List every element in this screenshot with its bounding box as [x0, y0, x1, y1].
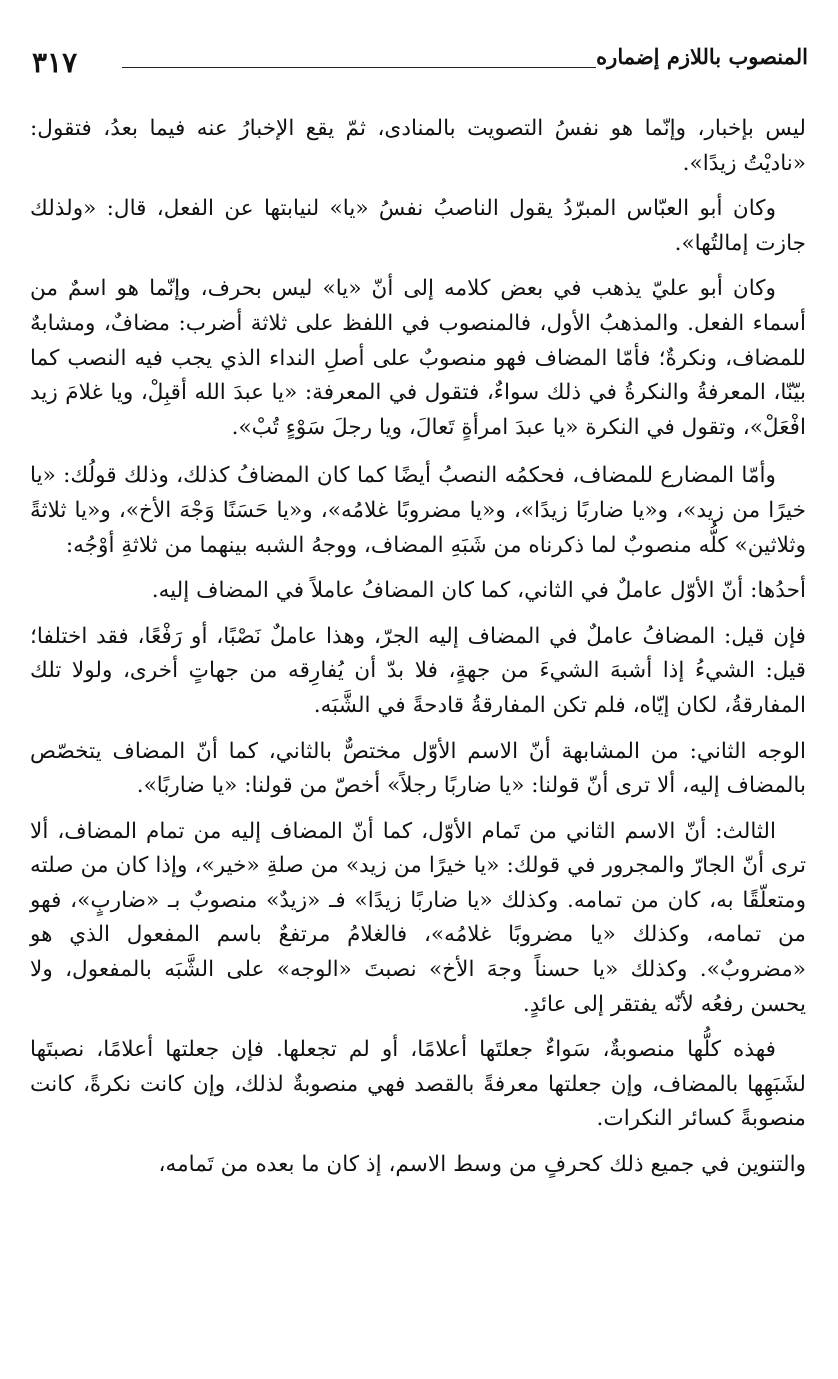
paragraph: الثالث: أنّ الاسم الثاني من تَمام الأوّل، كما أنّ المضاف إليه من تمام المضاف، ألا ترى أنّ الجارّ والمجرور في قولك: «يا خيرًا من زيد» من صلةِ «خير»، وإذا كان من صلته ومتعلّقًا به، كان من تمامه. وكذلك «يا ضاربًا زيدًا» فـ «زيدٌ» منصوبٌ بـ «ضاربٍ»، فهو من تمامه، وكذلك «يا مضروبًا غلامُه»، فالغلامُ مرتفعٌ باسم المفعول الذي هو «مضروبٌ». وكذلك «يا حسناً وجهَ الأخ» نصبتَ «الوجه» على الشَّبَه بالمفعول، ولا يحسن رفعُه لأنّه يفتقر إلى عائدٍ.: [30, 818, 806, 1017]
chapter-title: المنصوب باللازم إضماره: [596, 44, 808, 69]
body-text: [30, 112, 806, 1194]
paragraph: فإن قيل: المضافُ عاملٌ في المضاف إليه الجرّ، وهذا عاملٌ نَصْبًا، أو رَفْعًا، فقد اختلفا؛ قيل: الشيءُ إذا أشبهَ الشيءَ من جهةٍ، فلا بدّ أن يُفارِقه من جهاتٍ أخرى، ولولا تلك المفارقةُ، لكان إيّاه، فلم تكن المفارقةُ قادحةً في الشَّبَه.: [30, 623, 806, 718]
paragraph: والتنوين في جميع ذلك كحرفٍ من وسط الاسم، إذ كان ما بعده من تَمامه،: [158, 1152, 806, 1178]
page-number: ٣١٧: [32, 46, 78, 79]
paragraph: أحدُها: أنّ الأوّل عاملٌ في الثاني، كما كان المضافُ عاملاً في المضاف إليه.: [151, 578, 806, 604]
paragraph: فهذه كلُّها منصوبةٌ، سَواءٌ جعلتَها أعلامًا، أو لم تجعلها. فإن جعلتها أعلامًا، نصبتَها لشَبَهِها بالمضاف، وإن جعلتها معرفةً بالقصد فهي منصوبةٌ لذلك، وإن كانت نكرةً، كانت منصوبةً كسائر النكرات.: [30, 1037, 806, 1132]
paragraph: الوجه الثاني: من المشابهة أنّ الاسم الأوّل مختصٌّ بالثاني، كما أنّ المضاف يتخصّص بالمضاف إليه، ألا ترى أنّ قولنا: «يا ضاربًا رجلاً» أخصّ من قولنا: «يا ضاربًا».: [30, 738, 806, 799]
running-header: [32, 40, 808, 80]
paragraph: وكان أبو عليّ يذهب في بعض كلامه إلى أنّ «يا» ليس بحرف، وإنّما هو اسمٌ من أسماء الفعل. والمذهبُ الأول، فالمنصوب في اللفظ على ثلاثة أضرب: مضافٌ، ومشابهٌ للمضاف، ونكرةٌ؛ فأمّا المضاف فهو منصوبٌ على أصلِ النداء الذي يجب فيه النصب كما بيّنّا، المعرفةُ والنكرةُ في ذلك سواءٌ، فتقول في المعرفة: «يا عبدَ الله أقبِلْ، ويا غلامَ زيد افْعَلْ»، وتقول في النكرة «يا عبدَ امرأةٍ تَعالَ، ويا رجلَ سَوْءٍ تُبْ».: [30, 276, 806, 440]
paragraph: ليس بإخبار، وإنّما هو نفسُ التصويت بالمنادى، ثمّ يقع الإخبارُ عنه فيما بعدُ، فتقول: «ناديْتُ زيدًا».: [30, 116, 806, 176]
header-rule: [122, 67, 596, 68]
paragraph: وكان أبو العبّاس المبرّدُ يقول الناصبُ نفسُ «يا» لنيابتها عن الفعل، قال: «ولذلك جازت إمالتُها».: [30, 196, 806, 256]
paragraph: وأمّا المضارع للمضاف، فحكمُه النصبُ أيضًا كما كان المضافُ كذلك، وذلك قولُك: «يا خيرًا من زيد»، و«يا ضاربًا زيدًا»، و«يا مضروبًا غلامُه»، و«يا حَسَنًا وَجْهَ الأخ»، و«يا ثلاثةً وثلاثين» كلُّه منصوبٌ لما ذكرناه من شَبَهِ المضاف، ووجهُ الشبه بينهما من ثلاثةِ أوْجُه:: [30, 463, 806, 558]
